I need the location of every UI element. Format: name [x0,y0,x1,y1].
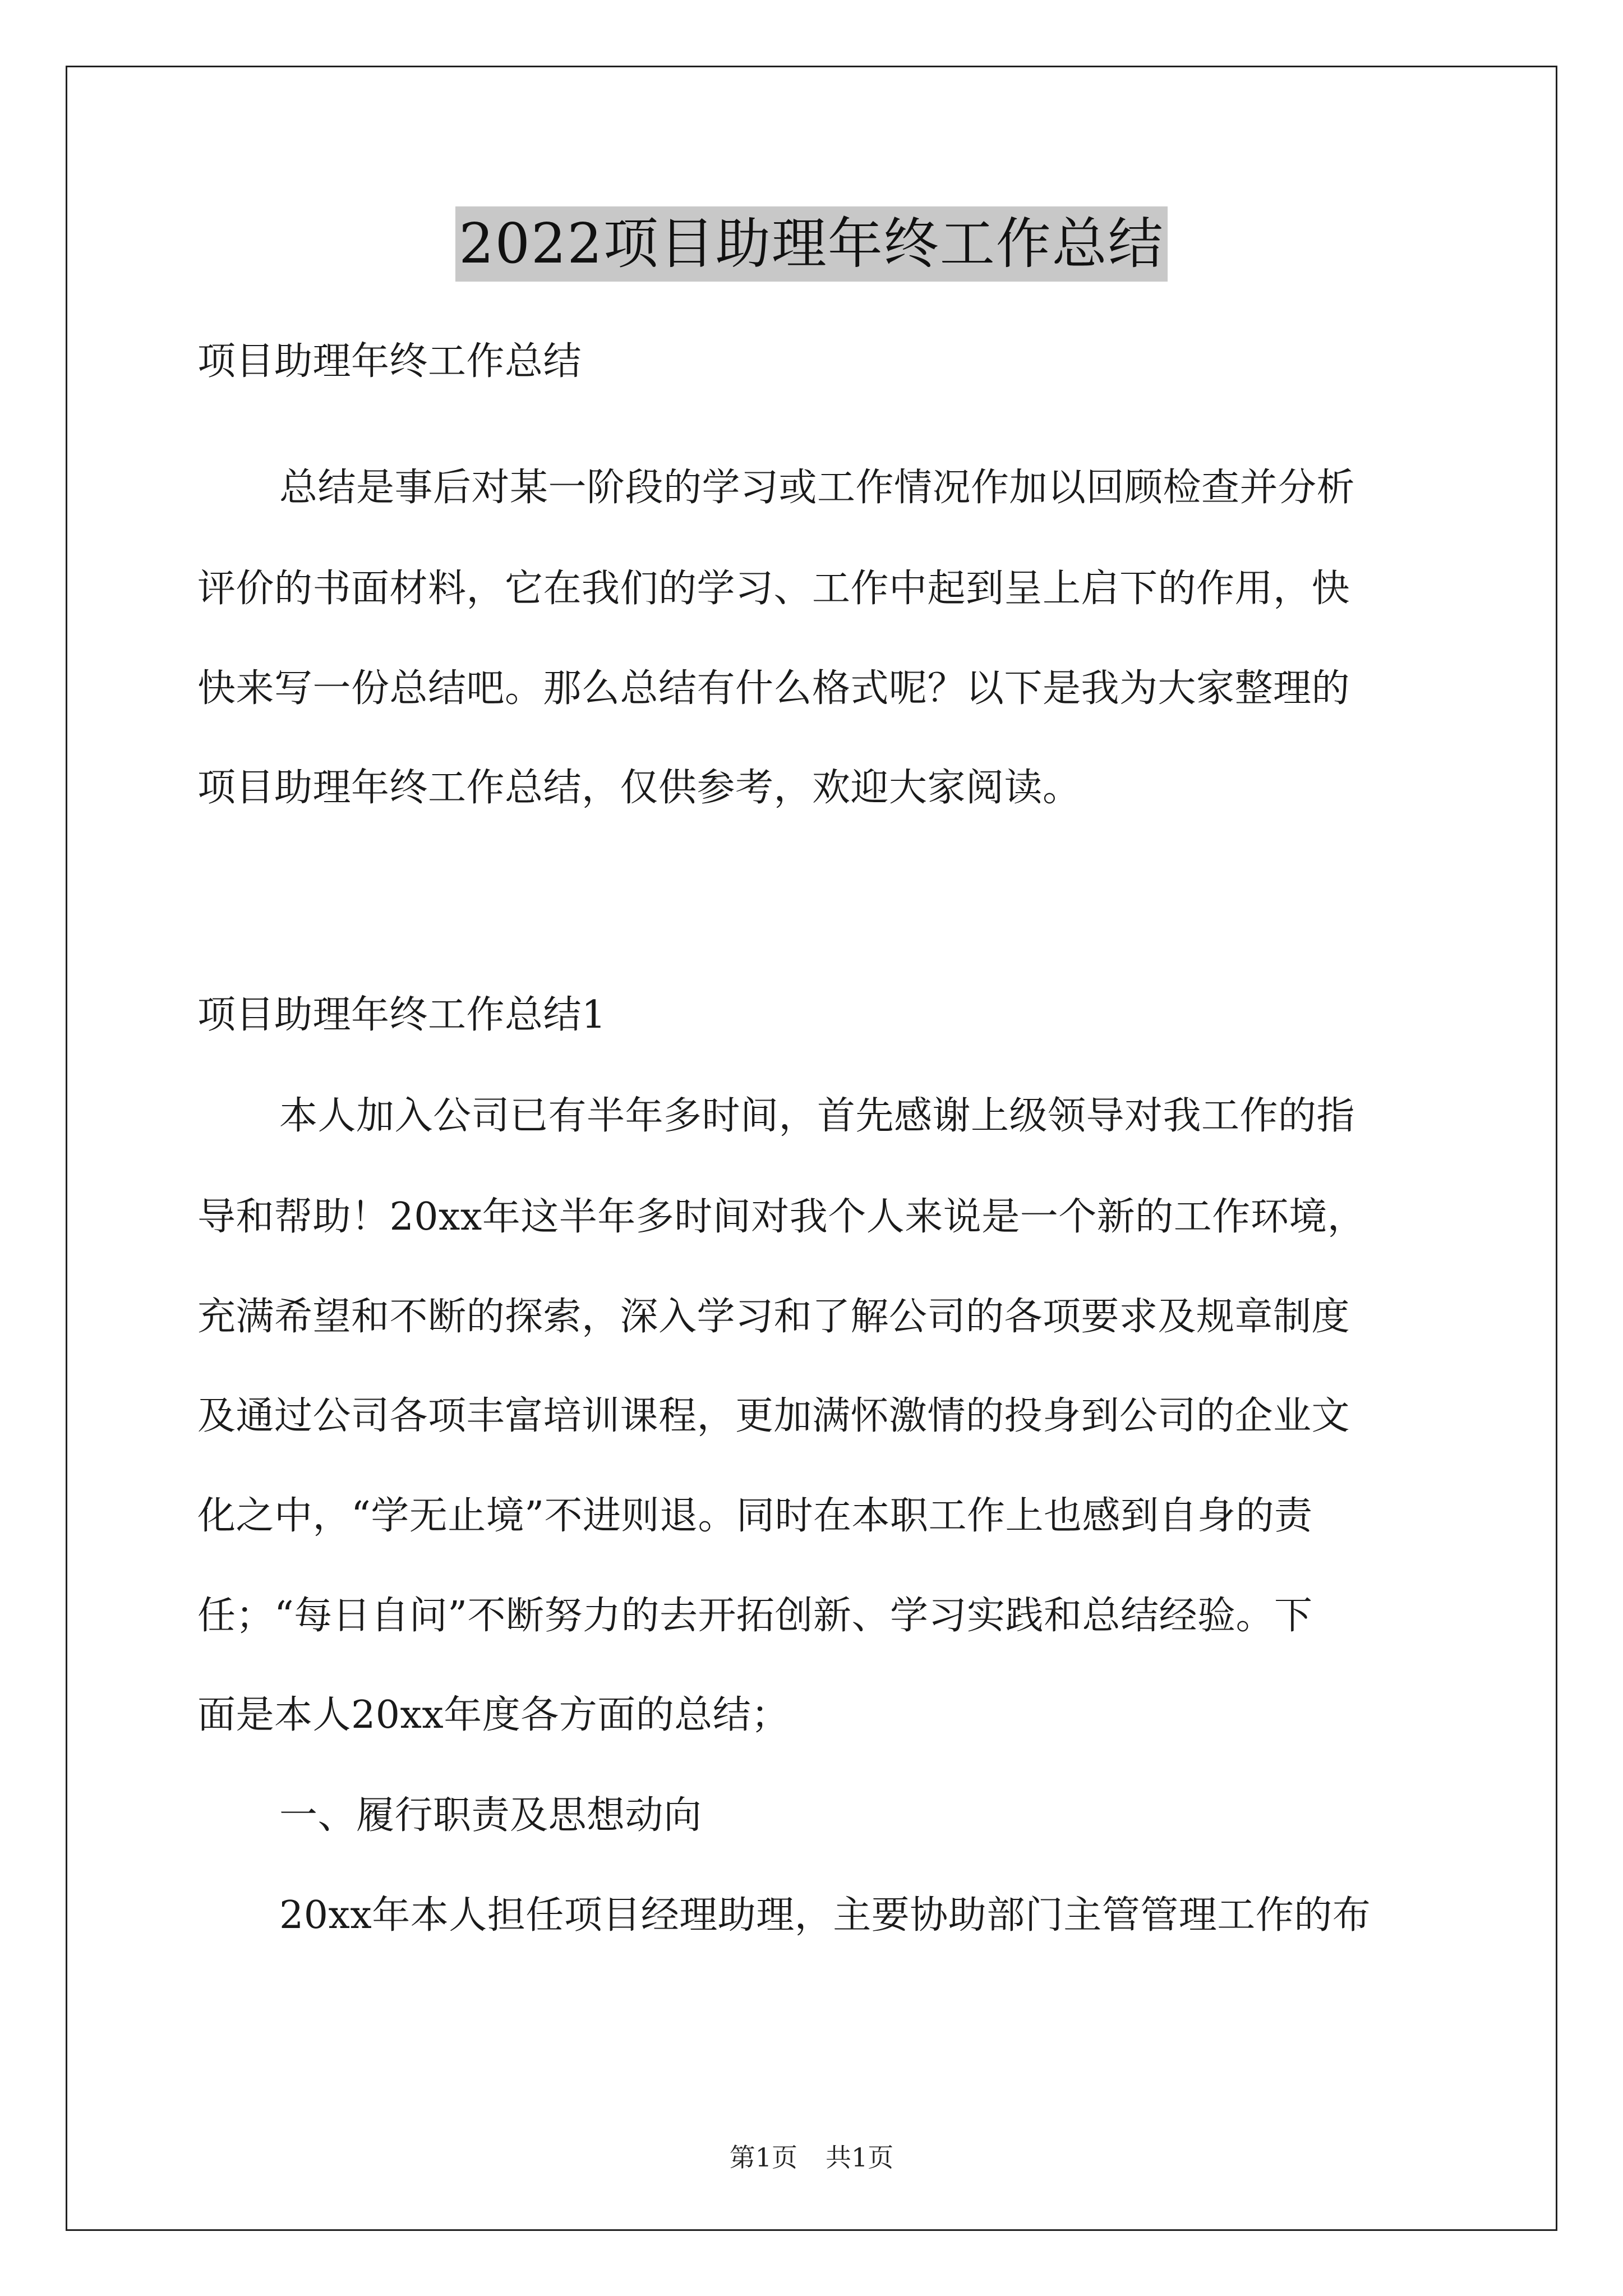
text-line: 化之中，“学无止境”不进则退。同时在本职工作上也感到自身的责 [197,1494,1313,1538]
text-line: 项目助理年终工作总结，仅供参考，欢迎大家阅读。 [197,766,1081,810]
text-line: 充满希望和不断的探索，深入学习和了解公司的各项要求及规章制度 [197,1295,1350,1339]
page-number: 第1页 [729,2142,797,2173]
text-line: 任；“每日自问”不断努力的去开拓创新、学习实践和总结经验。下 [197,1594,1313,1638]
text-line: 一、履行职责及思想动向 [279,1793,702,1838]
title-container [0,206,1623,282]
text-line: 导和帮助！20xx年这半年多时间对我个人来说是一个新的工作环境， [197,1195,1366,1239]
text-line: 快来写一份总结吧。那么总结有什么格式呢？以下是我为大家整理的 [197,666,1350,711]
text-line: 项目助理年终工作总结1 [197,993,606,1037]
page-footer [0,2142,1623,2173]
document-title: 2022项目助理年终工作总结 [455,206,1167,282]
page-total: 共1页 [826,2142,894,2173]
text-line: 本人加入公司已有半年多时间，首先感谢上级领导对我工作的指 [279,1094,1355,1138]
text-line: 面是本人20xx年度各方面的总结； [197,1693,790,1737]
text-line: 总结是事后对某一阶段的学习或工作情况作加以回顾检查并分析 [279,466,1355,510]
text-line: 20xx年本人担任项目经理助理，主要协助部门主管管理工作的布 [279,1893,1371,1938]
text-line: 及通过公司各项丰富培训课程，更加满怀激情的投身到公司的企业文 [197,1394,1350,1438]
text-line: 评价的书面材料，它在我们的学习、工作中起到呈上启下的作用，快 [197,567,1350,611]
text-line: 项目助理年终工作总结 [197,339,582,384]
